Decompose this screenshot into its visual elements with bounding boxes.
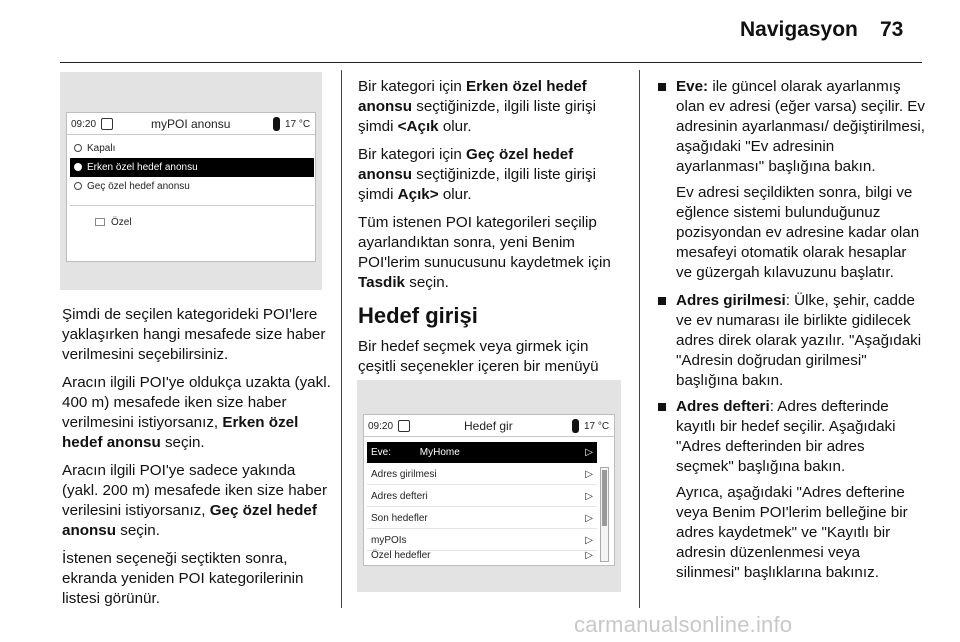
screen-status-bar <box>364 415 614 437</box>
screen-title: myPOI anonsu <box>151 117 231 131</box>
thermometer-icon <box>273 117 280 131</box>
menu-item-label: Son hedefler <box>371 513 428 524</box>
middle-column <box>358 77 628 405</box>
menu-item-label: Adres girilmesi <box>371 469 437 480</box>
home-value: MyHome <box>419 447 460 458</box>
chevron-right-icon: ▷ <box>585 535 593 546</box>
menu-item-special-destinations[interactable] <box>367 545 597 566</box>
menu-item-label: Özel hedefler <box>371 550 431 561</box>
page-header-title: Navigasyon <box>740 18 858 41</box>
option-label: Erken özel hedef anonsu <box>87 162 198 173</box>
watermark: carmanualsonline.info <box>574 612 793 637</box>
special-icon <box>95 218 105 226</box>
menu-item-label: Adres defteri <box>371 491 428 502</box>
bullet-sub-paragraph: Ev adresi seçildikten sonra, bilgi ve eğlence sistemi bulunduğunuz pozisyondan ev adresine kadar olan mesafeyi otomatik olarak hesaplar ve güzergah kılavuzunu başlatır. <box>676 184 920 281</box>
option-label: Geç özel hedef anonsu <box>87 181 190 192</box>
right-column <box>654 77 926 591</box>
bullet-address-book: Adres defteri: Adres defterinde kayıtlı bir hedef seçilir. Aşağıdaki "Adres defterinden bir adres seçmek" başlığına bakın. <box>654 397 926 477</box>
clock: 09:20 <box>368 421 394 432</box>
thermometer-icon <box>572 419 579 433</box>
left-column <box>62 305 332 617</box>
menu-item-home[interactable] <box>367 442 597 463</box>
screen-title: Hedef gir <box>464 419 513 433</box>
screenshot-mypoi-panel <box>60 72 322 290</box>
column-divider-left <box>341 70 342 608</box>
paragraph: Aracın ilgili POI'ye sadece yakında (yakl. 200 m) mesafede iken size haber verilesini istiyorsanız, Geç özel hedef anonsu seçin. <box>62 462 328 539</box>
option-early-announce[interactable] <box>70 158 314 177</box>
page-number: 73 <box>880 18 904 41</box>
scrollbar[interactable] <box>600 467 609 562</box>
scrollbar-thumb[interactable] <box>602 470 607 526</box>
bullet-address-entry: Adres girilmesi: Ülke, şehir, cadde ve ev numarası ile birlikte gidilecek adres direk olarak yazılır. "Aşağıdaki "Adresin doğrudan girilmesi" başlığına bakın. <box>654 291 926 391</box>
header-rule <box>60 62 922 63</box>
paragraph: Şimdi de seçilen kategorideki POI'lere yaklaşırken hangi mesafede size haber verilmesini seçebilirsiniz. <box>62 306 326 363</box>
option-off[interactable] <box>70 139 314 158</box>
divider <box>70 205 314 206</box>
radio-selected-icon <box>74 163 82 171</box>
clock: 09:20 <box>71 119 97 130</box>
screen-mypoi <box>66 112 316 262</box>
menu-item-label: Eve: <box>371 447 392 458</box>
column-divider-right <box>639 70 640 608</box>
menu-item-recent-destinations[interactable] <box>367 508 597 529</box>
option-label: Kapalı <box>87 143 116 154</box>
screen-status-bar <box>67 113 315 135</box>
menu-item-address-book[interactable] <box>367 486 597 507</box>
paragraph: Aracın ilgili POI'ye oldukça uzakta (yakl. 400 m) mesafede iken size haber verilmesini istiyorsanız, Erken özel hedef anonsu seçin. <box>62 374 331 451</box>
menu-item-address-entry[interactable] <box>367 464 597 485</box>
navigation-icon <box>101 118 113 130</box>
chevron-right-icon: ▷ <box>585 469 593 480</box>
radio-icon <box>74 182 82 190</box>
bullet-sub-paragraph: Ayrıca, aşağıdaki "Adres defterine veya Benim POI'lerim belleğine bir adres kaydetmek" ve "Kayıtlı bir adresin düzenlenmesi veya silinmesi" başlıklarına bakınız. <box>676 484 908 581</box>
paragraph: Bir kategori için Geç özel hedef anonsu seçtiğinizde, ilgili liste girişi şimdi Açık> olur. <box>358 146 597 203</box>
special-button[interactable] <box>95 217 132 228</box>
screen-destination <box>363 414 615 566</box>
special-button-label: Özel <box>111 217 132 228</box>
temperature: 17 °C <box>285 119 311 130</box>
screenshot-destination-panel <box>357 380 621 592</box>
section-heading: Hedef girişi <box>358 303 478 328</box>
option-late-announce[interactable] <box>70 177 314 196</box>
bullet-square-icon <box>658 403 666 411</box>
bullet-home: Eve: ile güncel olarak ayarlanmış olan ev adresi (eğer varsa) seçilir. Ev adresinin ayarlanması/ değiştirilmesi, aşağıdaki "Ev adresinin ayarlanması" başlığına bakın. <box>654 77 926 177</box>
radio-icon <box>74 144 82 152</box>
paragraph: Bir hedef seçmek veya girmek için çeşitli seçenekler içeren bir menüyü <box>358 338 599 375</box>
chevron-right-icon: ▷ <box>585 550 593 561</box>
paragraph: İstenen seçeneği seçtikten sonra, ekranda yeniden POI kategorilerinin listesi görünür. <box>62 550 304 607</box>
paragraph: Bir kategori için Erken özel hedef anonsu seçtiğinizde, ilgili liste girişi şimdi <Açık olur. <box>358 78 597 135</box>
bullet-square-icon <box>658 297 666 305</box>
menu-item-label: myPOIs <box>371 535 407 546</box>
paragraph: Tüm istenen POI kategorileri seçilip ayarlandıktan sonra, yeni Benim POI'lerim sunucusunu kaydetmek için Tasdik seçin. <box>358 214 611 291</box>
bullet-square-icon <box>658 83 666 91</box>
navigation-icon <box>398 420 410 432</box>
chevron-right-icon: ▷ <box>585 513 593 524</box>
chevron-right-icon: ▷ <box>585 447 593 458</box>
temperature: 17 °C <box>584 421 610 432</box>
chevron-right-icon: ▷ <box>585 491 593 502</box>
